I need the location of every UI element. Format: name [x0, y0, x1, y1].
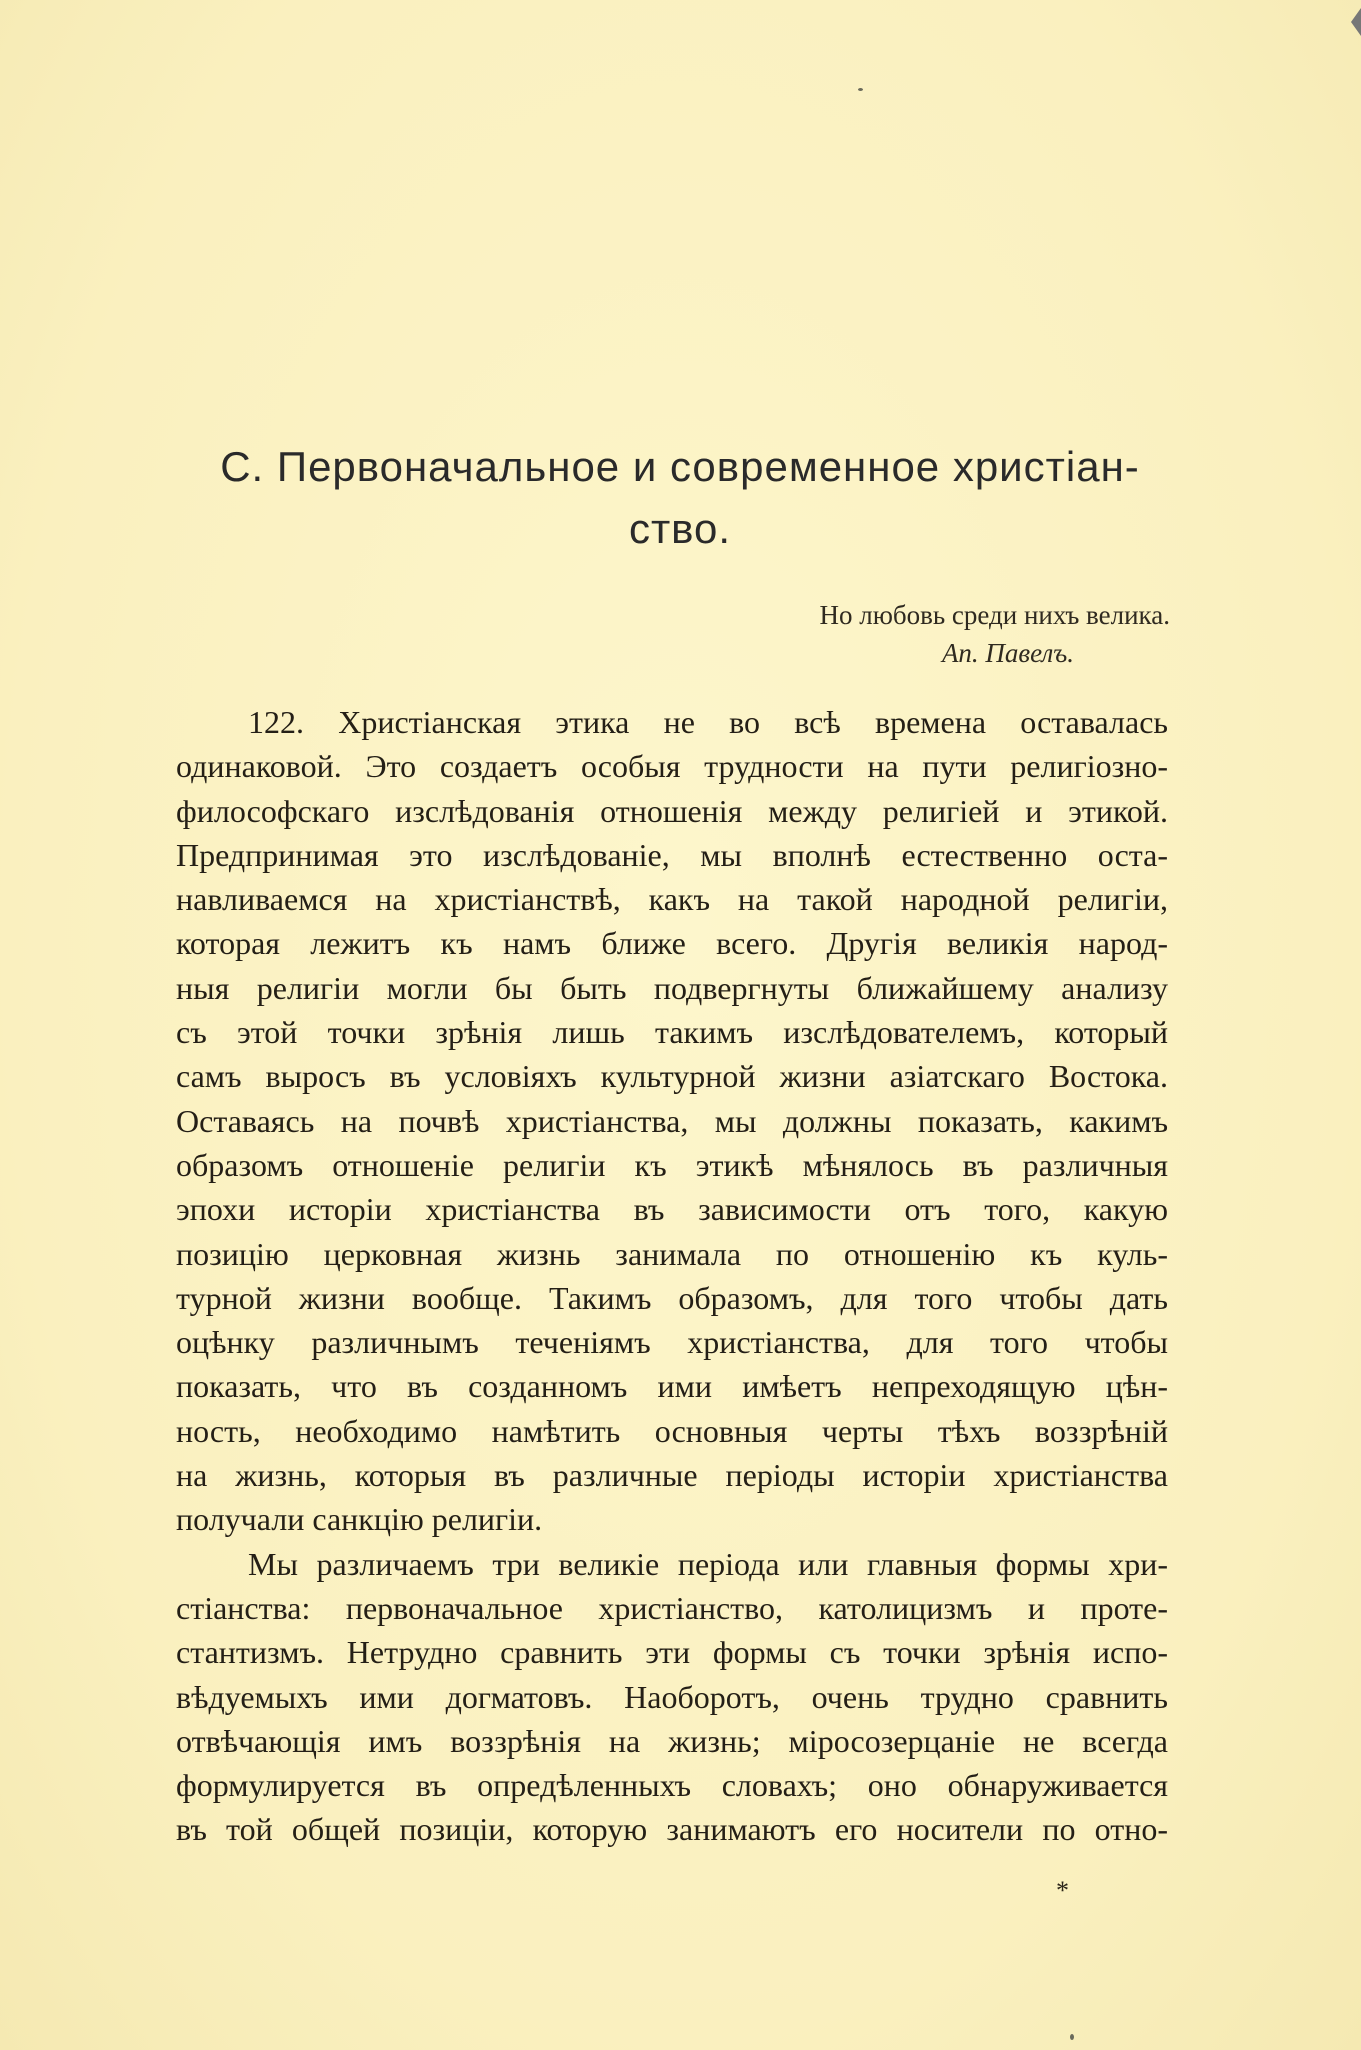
text-line: въ той общей позиціи, которую занимаютъ его носители по отно- [176, 1811, 1168, 1848]
text-line: 122. Христіанская этика не во всѣ времена оставалась [248, 704, 1168, 740]
text-line: на жизнь, которыя въ различные періоды исторіи христіанства [176, 1457, 1168, 1494]
section-heading [170, 436, 1190, 560]
text-line: позицію церковная жизнь занимала по отношенію къ куль- [176, 1235, 1168, 1272]
text-line: отвѣчающія имъ воззрѣнія на жизнь; міросозерцаніе не всегда [176, 1722, 1168, 1759]
heading-line: ство. [628, 505, 732, 552]
text-line: Мы различаемъ три великіе періода или главныя формы хри- [248, 1545, 1168, 1582]
text-line: формулируется въ опредѣленныхъ словахъ; оно обнаруживается [176, 1767, 1168, 1804]
signature-mark: * [1056, 1876, 1069, 1905]
paragraph [176, 700, 1168, 1542]
body-text [176, 700, 1168, 1852]
text-line: получали санкцію религіи. [176, 1501, 543, 1538]
paragraph [176, 1542, 1168, 1852]
text-line: навливаемся на христіанствѣ, какъ на такой народной религіи, [176, 881, 1168, 918]
epigraph-author: Ап. Павелъ. [941, 638, 1074, 668]
text-line: стантизмъ. Нетрудно сравнить эти формы съ точки зрѣнія испо- [176, 1634, 1168, 1671]
heading-line: С. Первоначальное и современное христіан- [220, 443, 1140, 490]
text-line: эпохи исторіи христіанства въ зависимости отъ того, какую [176, 1191, 1168, 1228]
text-line: образомъ отношеніе религіи къ этикѣ мѣнялось въ различныя [176, 1146, 1168, 1183]
text-line: вѣдуемыхъ ими догматовъ. Наоборотъ, очень трудно сравнить [176, 1678, 1168, 1715]
text-line: философскаго изслѣдованія отношенія между религіей и этикой. [176, 792, 1168, 829]
text-line: самъ выросъ въ условіяхъ культурной жизни азіатскаго Востока. [176, 1058, 1168, 1095]
text-line: Оставаясь на почвѣ христіанства, мы должны показать, какимъ [176, 1102, 1168, 1139]
text-line: одинаковой. Это создаетъ особыя трудности на пути религіозно- [176, 748, 1168, 785]
text-line: оцѣнку различнымъ теченіямъ христіанства, для того чтобы [176, 1324, 1168, 1361]
speck-mark [1070, 2034, 1074, 2040]
text-line: Предпринимая это изслѣдованіе, мы вполнѣ естественно оста- [176, 836, 1168, 873]
text-line: ныя религіи могли бы быть подвергнуты ближайшему анализу [176, 969, 1168, 1006]
text-line: показать, что въ созданномъ ими имѣетъ непреходящую цѣн- [176, 1368, 1168, 1405]
epigraph-quote: Но любовь среди нихъ велика. [819, 600, 1170, 630]
page-edge-tab [1351, 8, 1361, 36]
text-line: ность, необходимо намѣтить основныя черты тѣхъ воззрѣній [176, 1412, 1168, 1449]
speck-mark [858, 88, 863, 91]
text-line: которая лежитъ къ намъ ближе всего. Другія великія народ- [176, 925, 1168, 962]
text-line: стіанства: первоначальное христіанство, католицизмъ и проте- [176, 1589, 1168, 1626]
epigraph [640, 596, 1170, 672]
text-line: турной жизни вообще. Такимъ образомъ, для того чтобы дать [176, 1279, 1168, 1316]
text-line: съ этой точки зрѣнія лишь такимъ изслѣдователемъ, который [176, 1014, 1168, 1051]
